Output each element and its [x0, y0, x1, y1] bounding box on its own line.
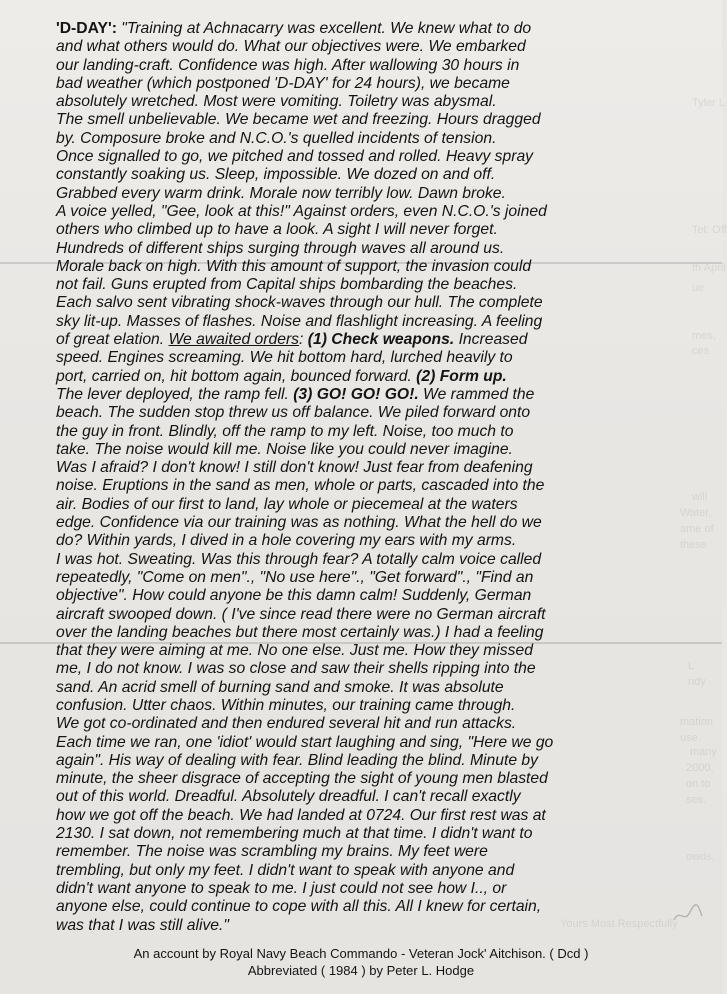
text-line — [56, 788, 666, 806]
emphasis-phrase: (3) GO! GO! GO!. — [293, 385, 419, 403]
text-line — [56, 185, 666, 203]
credit-line-editor: Abbreviated ( 1984 ) by Peter L. Hodge — [247, 963, 475, 978]
text-segment: Once signalled to go, we pitched and tossed and rolled. Heavy spray — [56, 148, 534, 166]
bleed-through-fragment: ses. — [686, 794, 707, 806]
bleed-through-fragment: use. — [680, 732, 701, 744]
text-segment: edge. Confidence via our training was as nothing. What the hell do we — [56, 514, 542, 532]
text-segment: minute, the sheer disgrace of accepting the sight of young men blasted — [56, 770, 548, 788]
text-line — [56, 843, 666, 861]
text-segment: Each salvo sent vibrating shock-waves through our hull. The complete — [56, 294, 543, 312]
text-segment: trembling, but only my feet. I didn't want to speak with anyone and — [56, 861, 515, 879]
text-segment: speed. Engines screaming. We hit bottom hard, lurched heavily to — [56, 349, 513, 367]
account-text-block — [56, 20, 666, 935]
text-segment: 2130. I sat down, not remembering much at that time. I didn't want to — [56, 825, 533, 843]
text-segment: air. Bodies of our first to land, lay whole or piecemeal at the waters — [56, 495, 518, 513]
text-line — [56, 57, 666, 75]
text-segment: take. The noise would kill me. Noise like you could never imagine. — [56, 440, 513, 458]
text-segment: confusion. Utter chaos. Within minutes, our training came through. — [56, 696, 516, 714]
text-line — [56, 715, 666, 733]
text-segment: constantly soaking us. Sleep, impossible. We dozed on and off. — [56, 166, 496, 184]
text-segment: A voice yelled, "Gee, look at this!" Against orders, even N.C.O.'s joined — [56, 202, 547, 220]
emphasis-phrase: 'D-DAY': — [56, 20, 117, 37]
text-line — [56, 477, 666, 495]
text-segment: our landing-craft. Confidence was high. After wallowing 30 hours in — [56, 56, 520, 74]
text-line — [56, 551, 666, 569]
bleed-through-fragment: mation — [680, 716, 714, 728]
text-line — [56, 258, 666, 276]
text-line — [56, 825, 666, 843]
text-segment: We got co-ordinated and then endured several hit and run attacks. — [56, 715, 517, 733]
text-segment: port, carried on, hit bottom again, bounced forward. — [56, 367, 417, 385]
text-segment: beach. The sudden stop threw us off balance. We piled forward onto — [56, 404, 531, 422]
text-segment: : — [299, 331, 308, 349]
text-line — [56, 752, 666, 770]
text-segment: and what others would do. What our objectives were. We embarked — [56, 38, 526, 56]
underlined-phrase: We awaited orders — [168, 331, 300, 349]
text-line — [56, 386, 666, 404]
bleed-through-fragment: th April — [692, 262, 726, 274]
text-line — [56, 20, 666, 38]
bleed-through-fragment: ame of — [680, 523, 714, 535]
text-segment: objective". How could anyone be this damn calm! Suddenly, German — [56, 587, 532, 605]
text-line — [56, 130, 666, 148]
text-line — [56, 697, 666, 715]
bleed-through-fragment: Water, — [680, 507, 712, 519]
emphasis-phrase: (2) Form up. — [416, 367, 507, 385]
text-line — [56, 203, 666, 221]
text-line — [56, 642, 666, 660]
text-segment: Was I afraid? I don't know! I still don't know! Just fear from deafening — [56, 459, 533, 477]
bleed-through-fragment: owds, — [686, 851, 715, 863]
text-line — [56, 221, 666, 239]
text-segment: by. Composure broke and N.C.O.'s quelled incidents of tension. — [56, 129, 497, 147]
signature-mark — [668, 890, 708, 930]
text-line — [56, 404, 666, 422]
text-line — [56, 624, 666, 642]
text-segment: that they were aiming at me. No one else. Just me. How they missed — [56, 642, 533, 660]
text-line — [56, 734, 666, 752]
bleed-through-fragment: these — [680, 539, 707, 551]
text-line — [56, 423, 666, 441]
text-line — [56, 313, 666, 331]
text-line — [56, 166, 666, 184]
text-line — [56, 441, 666, 459]
text-segment: was that I was still alive." — [56, 916, 229, 934]
text-line — [56, 587, 666, 605]
text-line — [56, 111, 666, 129]
text-line — [56, 862, 666, 880]
text-line — [56, 93, 666, 111]
text-segment: "Training at Achnacarry was excellent. We knew what to do — [116, 20, 532, 37]
bleed-through-fragment: ndy — [688, 676, 706, 688]
text-segment: me, I do not know. I was so close and saw their shells ripping into the — [56, 660, 536, 678]
text-segment: do? Within yards, I dived in a hole covering my ears with my arms. — [56, 532, 517, 550]
text-line — [56, 514, 666, 532]
text-segment: sky lit-up. Masses of flashes. Noise and flashlight increasing. A feeling — [56, 312, 543, 330]
text-segment: repeatedly, "Come on men"., "No use here"., "Get forward"., "Find an — [56, 568, 534, 586]
text-segment: Morale back on high. With this amount of support, the invasion could — [56, 257, 532, 275]
emphasis-phrase: (1) Check weapons. — [307, 331, 455, 349]
text-segment: Hundreds of different ships surging through waves all around us. — [56, 239, 505, 257]
text-segment: not fail. Guns erupted from Capital ships bombarding the beaches. — [56, 276, 518, 294]
text-segment: The lever deployed, the ramp fell. — [56, 385, 294, 403]
text-segment: over the landing beaches but there most certainly was.) I had a feeling — [56, 623, 544, 641]
text-line — [56, 532, 666, 550]
text-segment: Increased — [454, 331, 528, 349]
bleed-through-fragment: on to — [686, 778, 711, 790]
text-segment: Each time we ran, one 'idiot' would start laughing and sing, "Here we go — [56, 733, 554, 751]
text-line — [56, 679, 666, 697]
text-line — [56, 148, 666, 166]
bleed-through-fragment: ces — [692, 345, 710, 357]
text-segment: others who climbed up to have a look. A sight I will never forget. — [56, 221, 498, 239]
bleed-through-fragment: 2000, — [686, 762, 714, 774]
text-segment: didn't want anyone to speak to me. I just could not see how I.., or — [56, 879, 507, 897]
text-line — [56, 917, 666, 935]
text-line — [56, 459, 666, 477]
bleed-through-fragment: Tel: Off — [692, 224, 727, 236]
text-segment: the guy in front. Blindly, off the ramp to my left. Noise, too much to — [56, 422, 514, 440]
text-line — [56, 294, 666, 312]
text-line — [56, 770, 666, 788]
text-segment: how we got off the beach. We had landed at 0724. Our first rest was at — [56, 806, 546, 824]
text-segment: We rammed the — [418, 385, 535, 403]
text-segment: aircraft swooped down. ( I've since read there were no German aircraft — [56, 605, 546, 623]
text-segment: out of this world. Dreadful. Absolutely dreadful. I can't recall exactly — [56, 788, 521, 806]
credit-line-author: An account by Royal Navy Beach Commando - Veteran Jock' Aitchison. ( Dcd ) — [133, 946, 589, 961]
text-segment: again". His way of dealing with fear. Blind leading the blind. Minute by — [56, 751, 538, 769]
text-segment: bad weather (which postponed 'D-DAY' for 24 hours), we became — [56, 74, 510, 92]
text-line — [56, 496, 666, 514]
text-line — [56, 331, 666, 349]
text-segment: of great elation. — [56, 331, 169, 349]
text-segment: anyone else, could continue to cope with all this. All I knew for certain, — [56, 898, 542, 916]
text-segment: noise. Eruptions in the sand as men, whole or parts, cascaded into the — [56, 477, 545, 495]
text-line — [56, 569, 666, 587]
text-segment: sand. An acrid smell of burning sand and smoke. It was absolute — [56, 678, 504, 696]
text-line — [56, 606, 666, 624]
bleed-through-fragment: Tyler L — [692, 97, 726, 109]
text-line — [56, 880, 666, 898]
text-line — [56, 368, 666, 386]
text-segment: Grabbed every warm drink. Morale now terribly low. Dawn broke. — [56, 184, 506, 202]
bleed-through-fragment: ue — [692, 282, 705, 294]
text-segment: remember. The noise was scrambling my brains. My feet were — [56, 843, 488, 861]
text-line — [56, 240, 666, 258]
text-line — [56, 38, 666, 56]
text-line — [56, 807, 666, 825]
bleed-through-fragment: L — [688, 660, 695, 672]
bleed-through-fragment: Yours Most Respectfully — [560, 918, 678, 930]
text-line — [56, 276, 666, 294]
text-line — [56, 75, 666, 93]
text-line — [56, 349, 666, 367]
text-segment: I was hot. Sweating. Was this through fear? A totally calm voice called — [56, 550, 542, 568]
text-segment: absolutely wretched. Most were vomiting. Toiletry was abysmal. — [56, 93, 497, 111]
bleed-through-fragment: many — [690, 746, 717, 758]
text-segment: The smell unbelievable. We became wet and freezing. Hours dragged — [56, 111, 541, 129]
bleed-through-fragment: mes, — [692, 330, 716, 342]
text-line — [56, 898, 666, 916]
text-line — [56, 660, 666, 678]
bleed-through-fragment: will — [692, 491, 708, 503]
